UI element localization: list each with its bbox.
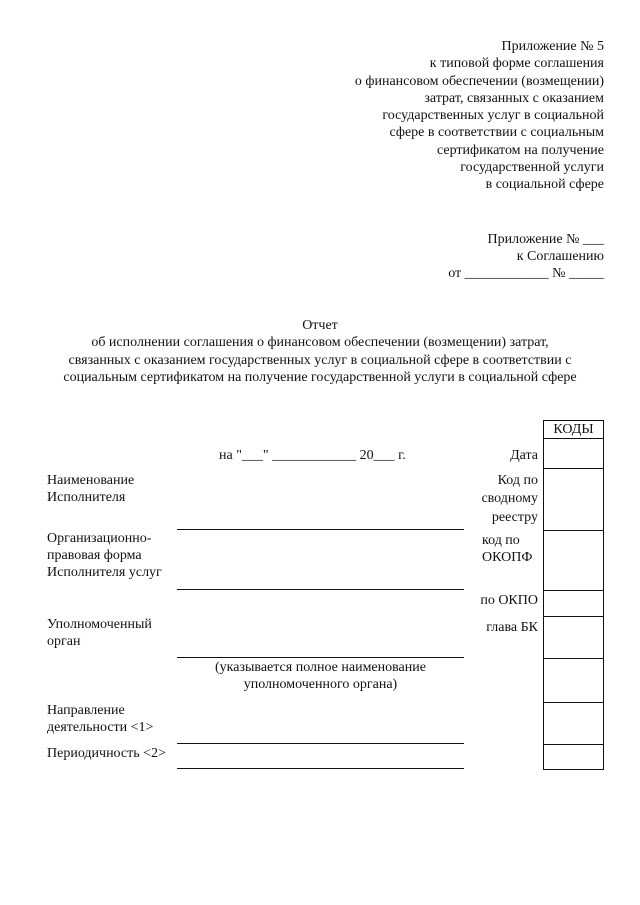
code-label-registry	[481, 472, 538, 527]
code-label-okopf-line: код по	[482, 533, 520, 548]
executor-name-label-line: Исполнителя	[47, 490, 126, 505]
report-title-line: социальным сертификатом на получение государственной услуги в социальной сфере	[63, 370, 577, 386]
direction-label-line: Направление	[47, 703, 125, 718]
org-form-field[interactable]	[177, 589, 464, 590]
appendix-header-line: сертификатом на получение	[436, 142, 604, 158]
report-title-line: связанных с оказанием государственных услуг в социальной сфере в соответствии с	[68, 352, 572, 368]
appendix-header	[284, 38, 604, 194]
periodicity-field[interactable]	[177, 768, 464, 769]
org-form-label-line: правовая форма	[47, 548, 142, 563]
code-cell-direction[interactable]	[544, 703, 603, 744]
agreement-appendix-number: Приложение № ___	[487, 232, 604, 247]
authority-field[interactable]	[177, 657, 464, 658]
org-form-label	[47, 530, 162, 581]
appendix-header-line: Приложение № 5	[501, 39, 604, 54]
authority-label-line: Уполномоченный	[47, 617, 152, 632]
executor-name-label	[47, 472, 134, 506]
report-title-heading: Отчет	[302, 318, 338, 333]
periodicity-label: Периодичность <2>	[47, 746, 166, 761]
direction-field[interactable]	[177, 743, 464, 744]
code-cell-date[interactable]	[544, 439, 603, 468]
code-label-registry-line: сводному	[481, 491, 538, 506]
appendix-header-line: в социальной сфере	[485, 177, 604, 193]
code-label-registry-line: Код по	[497, 473, 538, 488]
org-form-label-line: Исполнителя услуг	[47, 565, 162, 580]
direction-label	[47, 702, 153, 736]
appendix-header-line: к типовой форме соглашения	[429, 56, 604, 72]
code-cell-periodicity[interactable]	[544, 745, 603, 769]
code-cell-okopf[interactable]	[544, 531, 603, 590]
agreement-date-number: от ____________ № _____	[448, 266, 604, 281]
appendix-header-line: затрат, связанных с оказанием	[424, 90, 604, 106]
authority-note-line: (указывается полное наименование	[215, 660, 426, 675]
direction-label-line: деятельности <1>	[47, 720, 154, 735]
authority-note	[177, 659, 464, 693]
code-cell-bk[interactable]	[544, 617, 603, 658]
org-form-label-line: Организационно-	[47, 531, 152, 546]
code-label-date: Дата	[510, 448, 538, 463]
code-cell-registry[interactable]	[544, 469, 603, 530]
code-label-registry-line: реестру	[491, 510, 538, 525]
appendix-header-line: государственной услуги	[460, 160, 604, 176]
agreement-to: к Соглашению	[516, 249, 604, 264]
agreement-reference	[344, 231, 604, 282]
appendix-header-line: сфере в соответствии с социальным	[389, 125, 604, 141]
appendix-header-line: государственных услуг в социальной	[382, 108, 604, 124]
authority-note-line: уполномоченного органа)	[243, 677, 398, 692]
code-cell-okpo[interactable]	[544, 591, 603, 616]
executor-name-field[interactable]	[177, 529, 464, 530]
code-label-okpo: по ОКПО	[480, 593, 538, 608]
report-date-field[interactable]: на "___" ____________ 20___ г.	[219, 448, 406, 463]
code-label-okopf-line: ОКОПФ	[482, 550, 533, 565]
appendix-header-line: о финансовом обеспечении (возмещении)	[354, 73, 604, 89]
code-cell-authority[interactable]	[544, 659, 603, 702]
code-label-okopf	[482, 532, 532, 566]
executor-name-label-line: Наименование	[47, 473, 135, 488]
authority-label	[47, 616, 152, 650]
authority-label-line: орган	[47, 634, 81, 649]
codes-header: КОДЫ	[553, 422, 594, 437]
code-label-bk: глава БК	[486, 620, 538, 635]
report-title	[30, 317, 610, 387]
report-title-line: об исполнении соглашения о финансовом обеспечении (возмещении) затрат,	[91, 335, 549, 351]
